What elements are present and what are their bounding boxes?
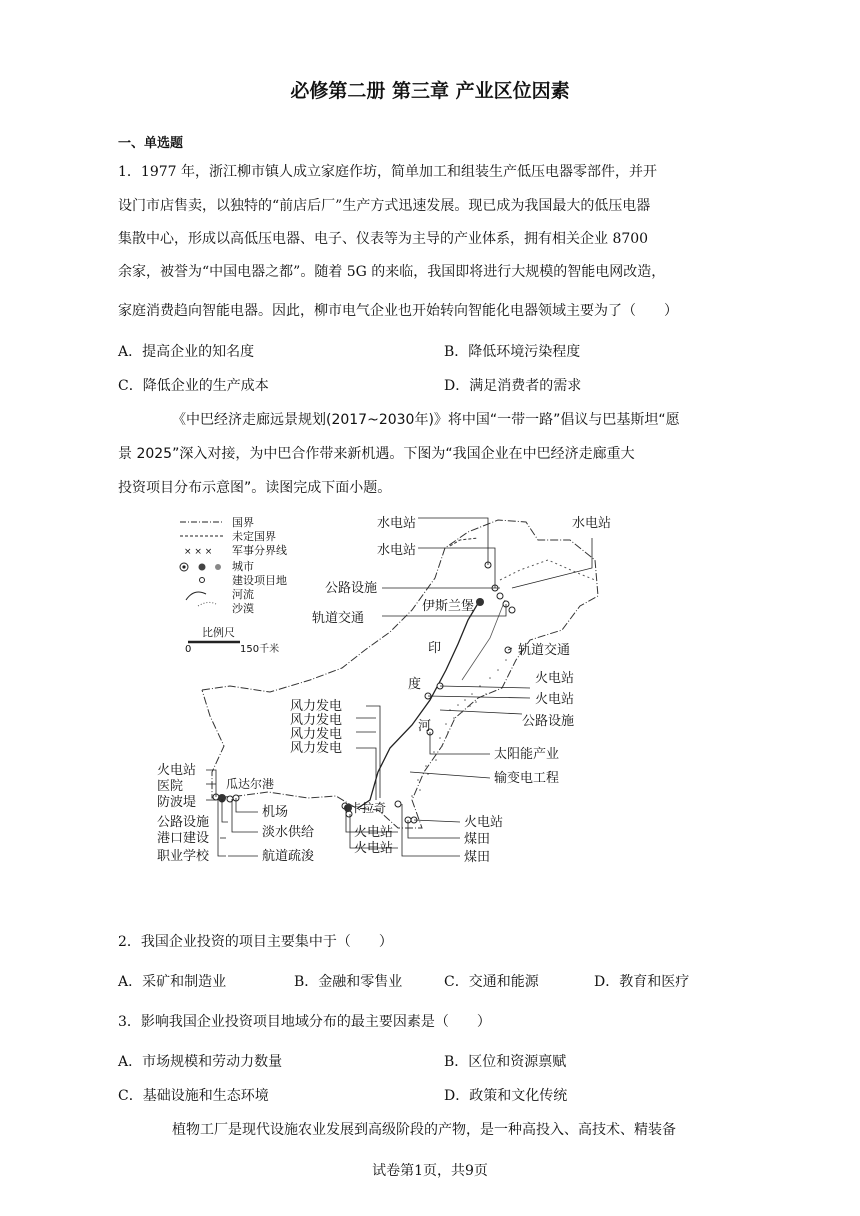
scale-label: 比例尺: [202, 626, 235, 639]
svg-text:× × ×: × × ×: [184, 547, 213, 557]
label-coal-1: 煤田: [464, 832, 491, 847]
page-footer: 试卷第1页，共9页: [372, 1163, 488, 1179]
q1-line-5: 家庭消费趋向智能电器。因此，柳市电气企业也开始转向智能化电器领域主要为了（ ）: [118, 303, 678, 319]
q3-option-c: C．基础设施和生态环境: [118, 1088, 269, 1104]
label-rail-2: 轨道交通: [518, 643, 571, 658]
label-hydro-2: 水电站: [572, 516, 612, 531]
label-school: 职业学校: [157, 849, 210, 864]
q3-option-b: B．区位和资源禀赋: [444, 1054, 567, 1070]
label-breakwater: 防波堤: [157, 795, 197, 810]
label-dredge: 航道疏浚: [262, 849, 315, 864]
q1-option-d: D．满足消费者的需求: [444, 378, 582, 394]
label-road-2: 公路设施: [522, 714, 575, 729]
q2-option-b: B．金融和零售业: [294, 974, 403, 990]
legend-river: 河流: [232, 588, 254, 601]
legend-desert: 沙漠: [232, 602, 254, 615]
scale-value: 150千米: [240, 644, 280, 655]
paragraph-plant-factory: 植物工厂是现代设施农业发展到高级阶段的产物，是一种高投入、高技术、精装备: [172, 1122, 676, 1138]
q1-line-2: 设门市店售卖，以独特的“前店后厂”生产方式迅速发展。现已成为我国最大的低压电器: [118, 198, 651, 214]
legend-border: 国界: [232, 516, 254, 529]
q1-option-a: A．提高企业的知名度: [118, 344, 255, 360]
label-thermal-4: 火电站: [354, 825, 394, 840]
label-gwadar: 瓜达尔港: [226, 777, 275, 791]
label-thermal-5: 火电站: [354, 841, 394, 856]
legend-project-site: 建设项目地: [232, 574, 287, 587]
label-thermal-6: 火电站: [157, 763, 197, 778]
label-indus-3: 河: [418, 719, 432, 734]
q1-line-1: 1．1977 年，浙江柳市镇人成立家庭作坊，简单加工和组装生产低压电器零部件，并开: [118, 164, 657, 180]
label-water: 淡水供给: [262, 825, 315, 840]
label-hydro-3: 水电站: [377, 543, 417, 558]
islamabad-marker: [476, 598, 484, 606]
label-grid: 输变电工程: [494, 771, 560, 786]
legend-military-line: 军事分界线: [232, 544, 287, 557]
legend-undetermined-border: 未定国界: [232, 530, 276, 543]
label-thermal-1: 火电站: [535, 671, 575, 686]
q3-option-a: A．市场规模和劳动力数量: [118, 1054, 283, 1070]
label-thermal-2: 火电站: [535, 692, 575, 707]
label-karachi: 卡拉奇: [350, 801, 387, 815]
label-wind-1: 风力发电: [290, 699, 343, 714]
q1-option-b: B．降低环境污染程度: [444, 344, 581, 360]
label-wind-2: 风力发电: [290, 713, 343, 728]
label-coal-2: 煤田: [464, 850, 491, 865]
label-road-3: 公路设施: [157, 815, 210, 830]
q1-line-3: 集散中心，形成以高低压电器、电子、仪表等为主导的产业体系，拥有相关企业 8700: [118, 231, 649, 247]
label-hospital: 医院: [157, 779, 184, 794]
label-rail-1: 轨道交通: [312, 611, 365, 626]
map-legend: [180, 516, 287, 655]
label-road-1: 公路设施: [325, 581, 378, 596]
label-wind-4: 风力发电: [290, 741, 343, 756]
label-airport: 机场: [262, 805, 289, 820]
label-wind-3: 风力发电: [290, 727, 343, 742]
intro-line-2: 景 2025”深入对接，为中巴合作带来新机遇。下图为“我国企业在中巴经济走廊重大: [118, 446, 635, 462]
corridor-map: [150, 510, 620, 880]
label-thermal-3: 火电站: [464, 815, 504, 830]
scale-zero: 0: [185, 644, 192, 655]
q3-stem: 3．影响我国企业投资项目地域分布的最主要因素是（ ）: [118, 1014, 491, 1030]
page-title: 必修第二册 第三章 产业区位因素: [290, 80, 570, 102]
q2-option-d: D．教育和医疗: [594, 974, 690, 990]
label-indus-2: 度: [408, 677, 422, 692]
label-solar: 太阳能产业: [494, 747, 560, 762]
legend-city: 城市: [232, 560, 254, 573]
intro-line-3: 投资项目分布示意图”。读图完成下面小题。: [118, 480, 392, 496]
q2-stem: 2．我国企业投资的项目主要集中于（ ）: [118, 934, 393, 950]
label-islamabad: 伊斯兰堡: [422, 599, 475, 614]
section-heading: 一、单选题: [118, 136, 184, 151]
q2-option-a: A．采矿和制造业: [118, 974, 227, 990]
label-hydro-1: 水电站: [377, 516, 417, 531]
label-port: 港口建设: [157, 831, 210, 846]
q3-option-d: D．政策和文化传统: [444, 1088, 568, 1104]
q1-option-c: C．降低企业的生产成本: [118, 378, 269, 394]
q1-line-4: 余家，被誉为“中国电器之都”。随着 5G 的来临，我国即将进行大规模的智能电网改造，: [118, 264, 666, 280]
label-indus-1: 印: [428, 641, 442, 656]
q2-option-c: C．交通和能源: [444, 974, 539, 990]
intro-line-1: 《中巴经济走廊远景规划(2017~2030年)》将中国“一带一路”倡议与巴基斯坦“愿: [172, 412, 680, 428]
